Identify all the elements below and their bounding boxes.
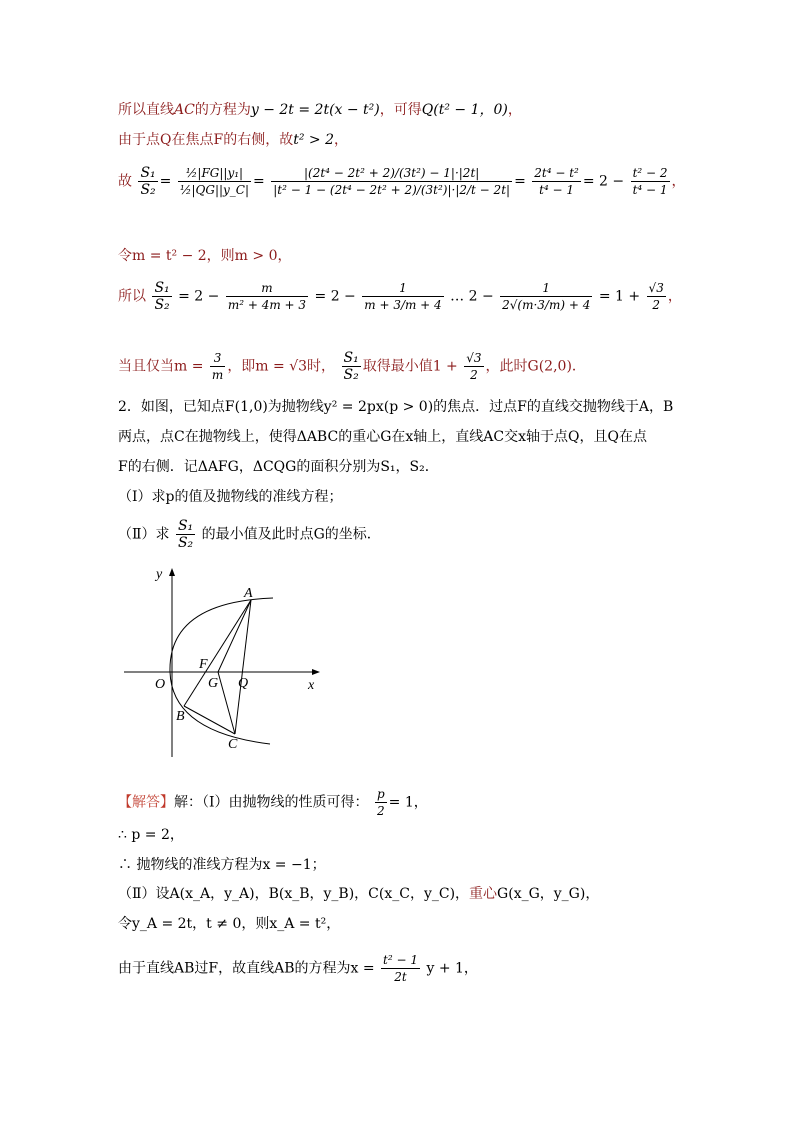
den: S₂ xyxy=(343,367,359,383)
text: 由于点Q在焦点F的右侧，故 xyxy=(118,132,294,148)
fraction-slope xyxy=(381,952,420,985)
problem-2-question-2 xyxy=(118,518,381,551)
text: 故 xyxy=(118,173,132,190)
problem-2-line-2 xyxy=(118,427,647,447)
solution-line-3 xyxy=(118,855,326,875)
num: S₁ xyxy=(343,350,359,366)
text: 由于直线AB过F，故直线AB的方程为x = xyxy=(118,960,375,977)
den: m + 3/m + 4 xyxy=(364,298,442,312)
text: 两点，点C在抛物线上，使得ΔABC的重心G在x轴上，直线AC交x轴于点Q，且Q在点 xyxy=(118,429,647,445)
label-f: F xyxy=(199,657,208,672)
den: 2√(m·3/m) + 4 xyxy=(502,298,591,312)
math: … 2 − xyxy=(450,288,494,305)
text: y + 1， xyxy=(426,960,478,977)
num: p xyxy=(376,787,385,801)
line-ag xyxy=(218,600,251,672)
text: 解：（Ⅰ）由抛物线的性质可得： xyxy=(174,794,369,811)
text: 令m = t² − 2，则m > 0， xyxy=(118,248,292,264)
label-g: G xyxy=(208,676,219,691)
fraction-p-2 xyxy=(375,786,387,819)
num: m xyxy=(226,280,308,297)
y-axis-arrow xyxy=(169,568,175,576)
den: S₂ xyxy=(140,182,156,198)
num: 2t⁴ − t² xyxy=(534,166,579,180)
problem-2-line-3 xyxy=(118,457,439,477)
text: ，此时G(2,0)． xyxy=(485,358,586,375)
fraction-m xyxy=(226,280,308,313)
den: m xyxy=(211,368,224,382)
num: |(2t⁴ − 2t² + 2)/(3t²) − 1|·|2t| xyxy=(271,165,512,182)
den: 2t xyxy=(394,970,407,984)
text: 重心 xyxy=(469,886,498,902)
problem-2-question-1 xyxy=(118,487,343,507)
parabola xyxy=(170,598,273,744)
num: t² − 2 xyxy=(632,166,668,180)
text: 当且仅当m = xyxy=(118,358,204,375)
text: ∴ 抛物线的准线方程为x = −1； xyxy=(118,857,326,873)
fraction-s1-s2 xyxy=(176,518,195,551)
label-o: O xyxy=(155,677,166,692)
text: AC xyxy=(174,102,195,118)
den: S₂ xyxy=(177,535,194,551)
math: Q(t² − 1，0) xyxy=(421,102,508,118)
solution-line-4 xyxy=(118,884,599,904)
text: ，可得 xyxy=(379,102,422,118)
text: ， xyxy=(667,288,682,305)
num: ½|FG||y₁| xyxy=(178,165,251,182)
solution-line-2 xyxy=(118,825,184,845)
den: m² + 4m + 3 xyxy=(227,298,307,312)
text: 所以直线 xyxy=(118,102,174,118)
den: t⁴ − 1 xyxy=(632,183,668,197)
line-substitution xyxy=(118,246,292,266)
text: 2．如图，已知点F(1,0)为抛物线y² = 2px(p > 0)的焦点．过点F的直线交抛物线于A，B xyxy=(118,399,674,415)
text: （Ⅱ）设A(x_A，y_A)，B(x_B，y_B)，C(x_C，y_C)， xyxy=(118,886,470,902)
den: S₂ xyxy=(154,297,170,313)
fraction-final xyxy=(631,165,670,198)
problem-2-line-1 xyxy=(118,397,673,417)
parabola-figure xyxy=(118,562,328,762)
label-q: Q xyxy=(238,676,249,691)
fraction-s1-s2 xyxy=(152,280,171,313)
label-y: y xyxy=(156,567,163,582)
text: G(x_G，y_G)， xyxy=(497,886,600,902)
fraction-sqrt3 xyxy=(647,280,666,313)
text: 的方程为 xyxy=(194,102,251,118)
fraction-reciprocal xyxy=(362,280,443,313)
math: = 2 − xyxy=(314,288,356,305)
text: ∴ p = 2， xyxy=(118,827,184,843)
den: 2 xyxy=(377,804,385,818)
den: |t² − 1 − (2t⁴ − 2t² + 2)/(3t²)|·|2/t − 2t| xyxy=(273,183,511,197)
text: （Ⅱ）求 xyxy=(118,526,170,543)
text: 令y_A = 2t，t ≠ 0，则x_A = t²， xyxy=(118,916,341,932)
num: 1 xyxy=(362,280,443,297)
label-c: C xyxy=(228,737,238,752)
label-x: x xyxy=(308,678,315,693)
num: S₁ xyxy=(154,280,170,296)
solution-line-1 xyxy=(118,786,428,819)
line-ac xyxy=(235,600,251,734)
line-q-right xyxy=(118,130,348,150)
den: t⁴ − 1 xyxy=(539,183,575,197)
math: 2 − xyxy=(599,173,625,190)
fraction-amgm xyxy=(500,280,592,313)
num: √3 xyxy=(648,281,664,295)
text: ， xyxy=(507,102,522,118)
line-gc xyxy=(218,672,235,734)
solution-heading: 【解答】 xyxy=(118,794,174,811)
num: S₁ xyxy=(140,165,156,181)
text: F的右侧．记ΔAFG，ΔCQG的面积分别为S₁，S₂． xyxy=(118,459,439,475)
math: t² > 2 xyxy=(293,132,334,148)
text: 取得最小值1 + xyxy=(362,358,458,375)
x-axis-arrow xyxy=(312,669,320,675)
num: t² − 1 xyxy=(383,953,418,967)
solution-line-6 xyxy=(118,952,478,985)
text: （Ⅰ）求p的值及抛物线的准线方程； xyxy=(118,489,343,505)
text: 所以 xyxy=(118,288,146,305)
solution-line-5 xyxy=(118,914,340,934)
label-a: A xyxy=(244,586,253,601)
fraction-expanded xyxy=(271,165,512,198)
line-equality-case xyxy=(118,350,586,383)
math: = 2 − xyxy=(178,288,220,305)
den: ½|QG||y_C| xyxy=(179,183,250,197)
label-b: B xyxy=(176,709,185,724)
den: 2 xyxy=(470,368,478,382)
fraction-s1-s2 xyxy=(342,350,361,383)
fraction-s1-s2 xyxy=(138,165,157,198)
line-inequality xyxy=(118,280,682,313)
fraction-3-m xyxy=(210,350,225,383)
text: ， xyxy=(333,132,348,148)
line-ratio-derivation: 故 $\frac{\text{S₁}}{\text{S₂}}$ = $\frac{\text{½|FG||y₁|}}{\text{½|QG||y\_C|}}$ = $\frac{\text{|(2t⁴ − 2t² + 2)/(3t²) − 1|·|2t|}}{\text{|t² − 1 − (2t⁴ − 2t² + 2)/(3t²)|·|2/t − 2t|}}$ = $\frac{\text{2t⁴ − t²}}{\text{t⁴ − 1}}$ = 2 − $\frac{\text{t² − 2}}{\text{t⁴ − 1}}$ ， xyxy=(118,165,686,198)
math: = 1 + xyxy=(598,288,641,305)
num: 3 xyxy=(210,350,225,367)
num: 1 xyxy=(500,280,592,297)
num: √3 xyxy=(466,351,482,365)
text: ，即m = √3时， xyxy=(227,358,336,375)
text: 的最小值及此时点G的坐标． xyxy=(201,526,381,543)
fraction-sqrt3 xyxy=(464,350,483,383)
text: = 1， xyxy=(388,794,428,811)
fraction-area xyxy=(178,165,251,198)
num: S₁ xyxy=(177,518,194,534)
line-bc xyxy=(184,706,235,734)
fraction-simplified xyxy=(532,165,581,198)
line-ac-equation xyxy=(118,100,522,120)
text: ， xyxy=(671,173,686,190)
math: y − 2t = 2t(x − t²) xyxy=(250,102,380,118)
den: 2 xyxy=(652,298,660,312)
